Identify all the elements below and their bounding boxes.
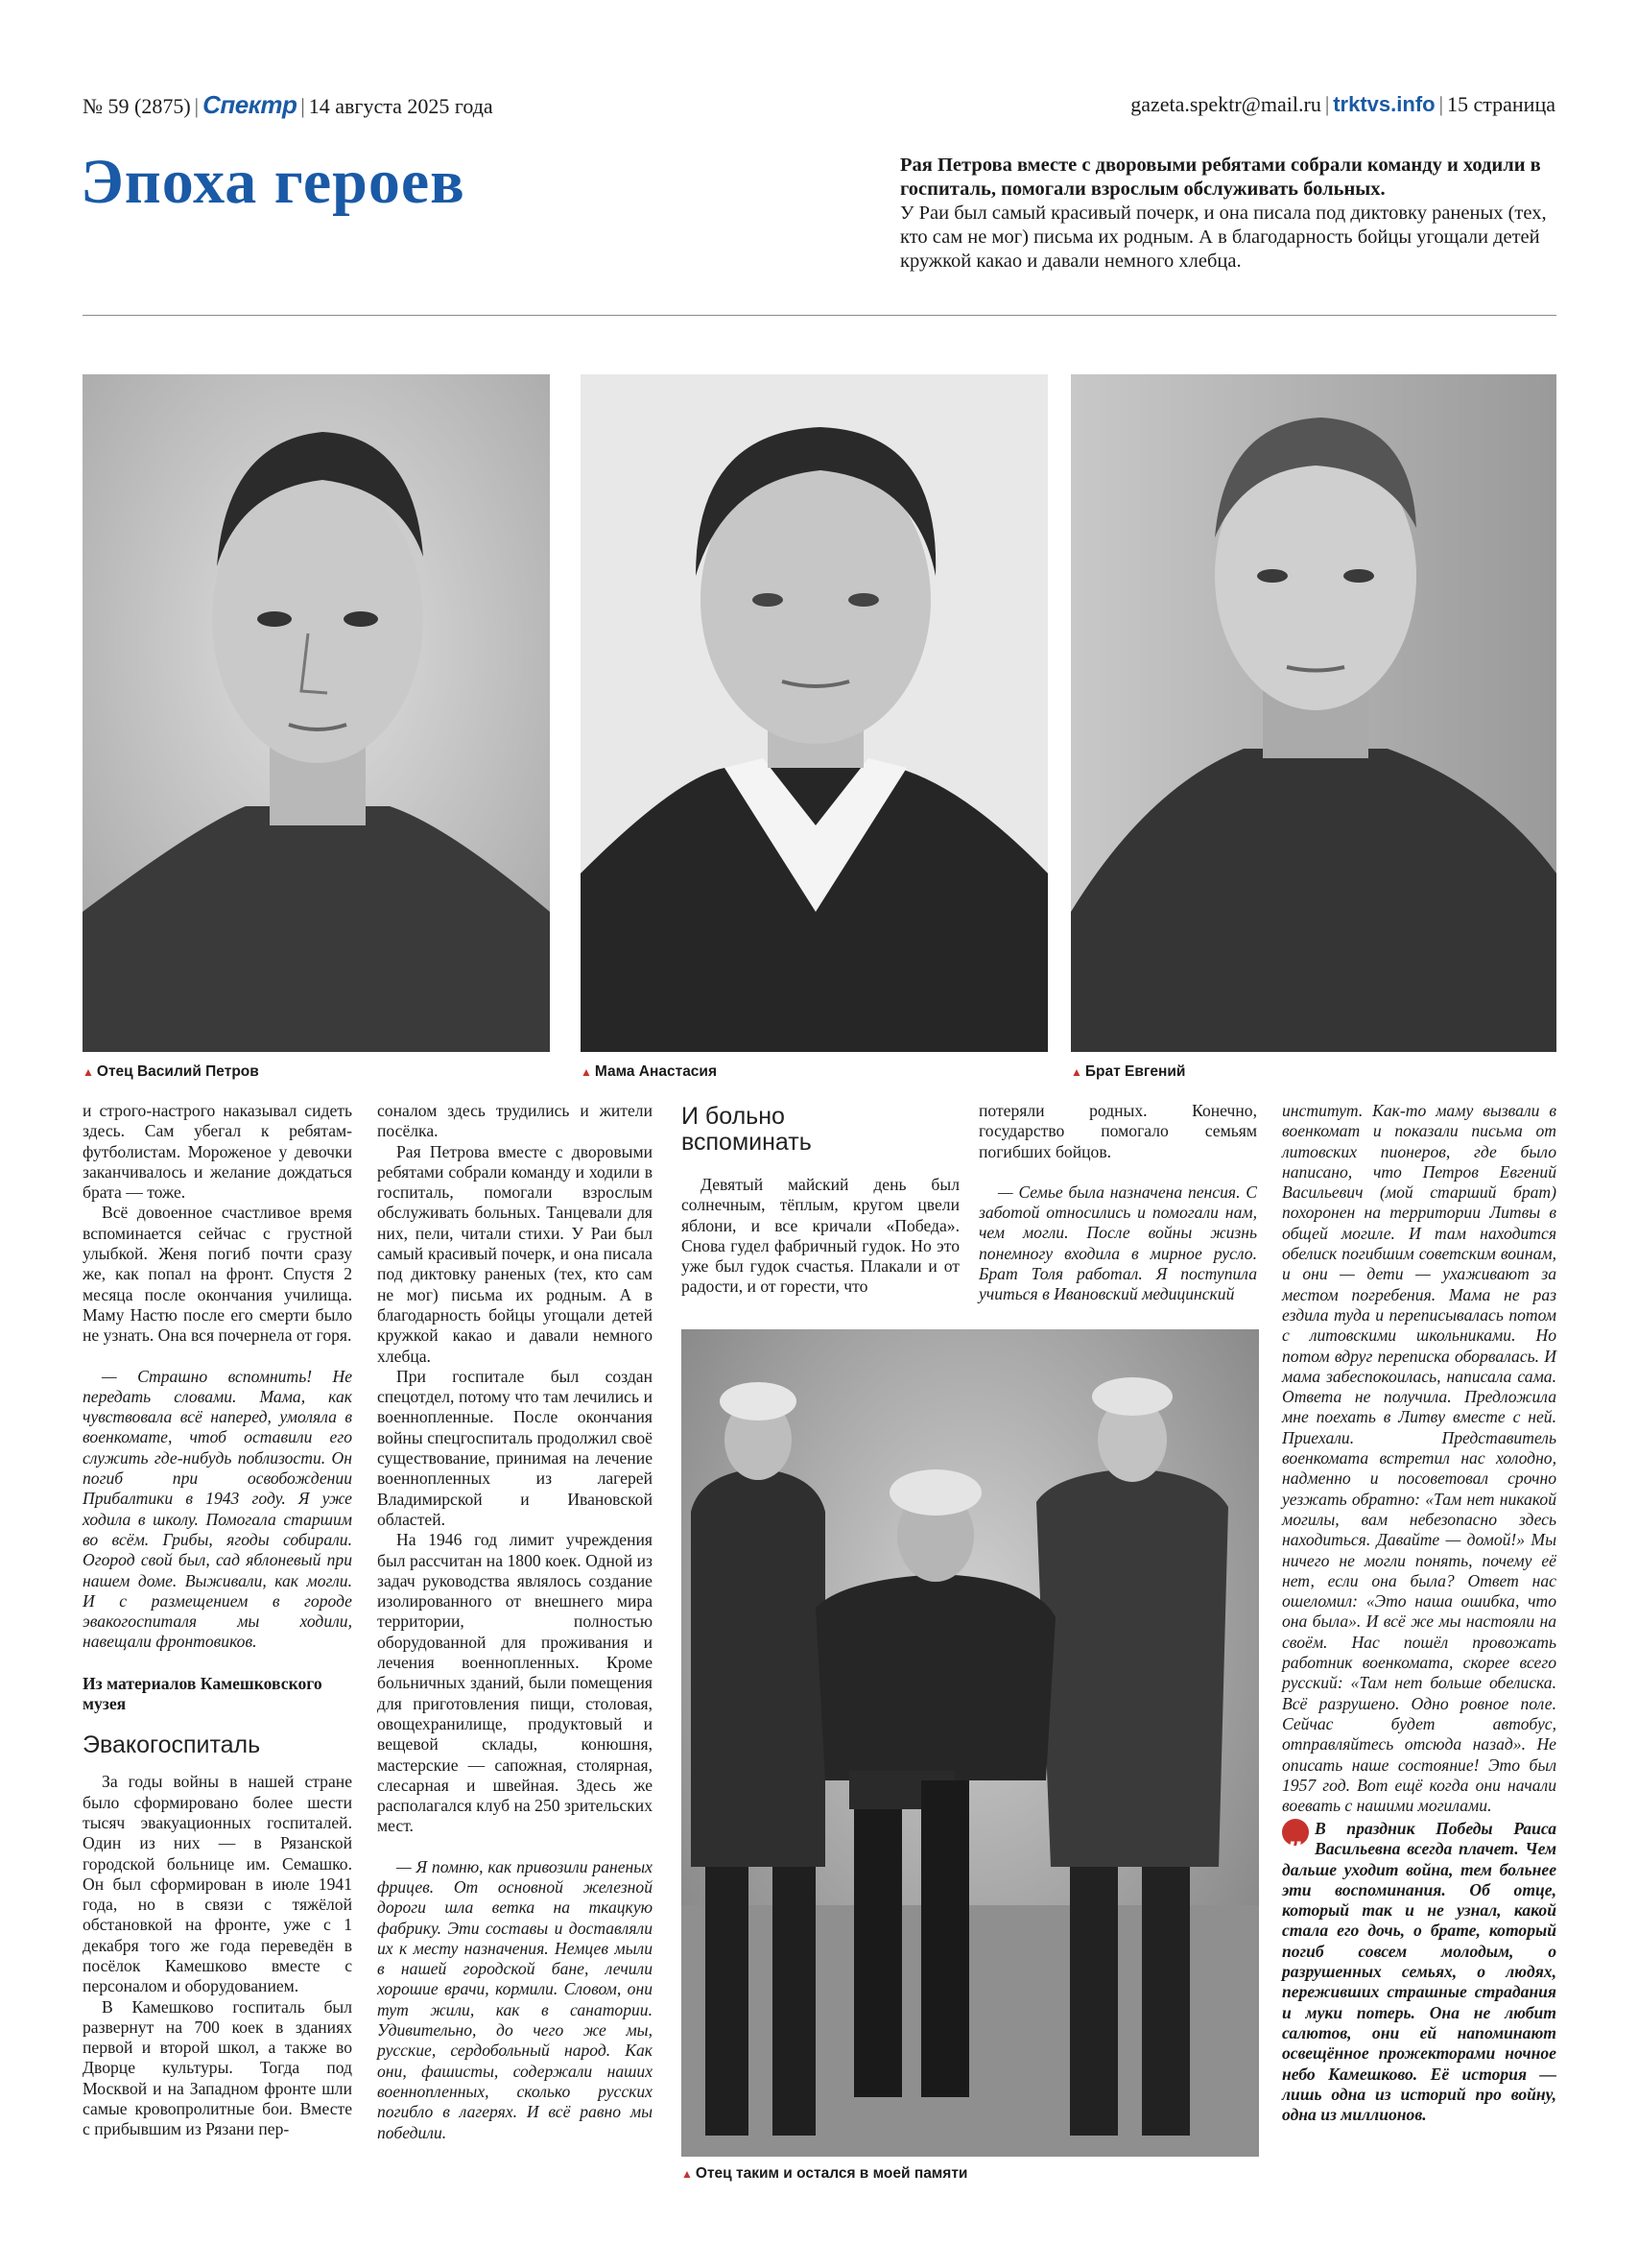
paragraph: В Камешково госпиталь был развернут на 700 коек в зданиях первой и второй школ, а также во Дворце культуры. Тогда под Москвой и на Западном фронте шли самые кровопролитные бои. Вместе с прибывшим из Рязани пер- [83,1996,352,2139]
paragraph: На 1946 год лимит учреждения был рассчитан на 1800 коек. Одной из задач руководства являлось создание изолированного от внешнего мира территории, полностью оборудованной для проживания и лечения военнопленных. Кроме больничных зданий, были помещения для приготовления пищи, столовая, овощехранилище, продуктовый и вещевой склады, конюшня, мастерские — сапожная, столярная, слесарная и швейная. Здесь же располагался клуб на 250 зрительских мест. [377,1530,653,1836]
triangle-icon: ▲ [681,2167,693,2181]
email-link[interactable]: gazeta.spektr@mail.ru [1130,92,1321,116]
pull-quote [1282,1819,1556,2125]
column-2 [377,1101,653,2143]
site-link[interactable]: trktvs.info [1333,92,1436,116]
father-caption: ▲ Отец Василий Петров [83,1063,259,1080]
quote-paragraph: — Семье была назначена пенсия. С заботой относились и помогали нам, чем могли. После войны жизнь понемногу входила в мирное русло. Брат Толя работал. Я поступила учиться в Ивановский медицинский [979,1182,1257,1304]
page-number: 15 страница [1447,92,1555,116]
lead-paragraph [900,154,1557,274]
quote-paragraph: — Я помню, как привозили раненых фрицев. От основной железной дороги шла ветка на ткацкую фабрику. Эти составы и доставляли их к месту назначения. Немцев мыли в нашей городской бане, лечили хорошие врачи, кормили. Словом, они тут жили, как в санатории. Удивительно, до чего же мы, русские, сердобольный народ. Как они, фашисты, содержали наших военнопленных, сколько русских погибло в лагерях. И всё равно мы победили. [377,1856,653,2142]
triangle-icon: ▲ [581,1065,592,1079]
group-photo [681,1329,1259,2157]
lead-text: У Раи был самый красивый почерк, и она писала под диктовку раненых (тех, кто сам не мог) письма их родным. А в благодарность бойцы угощали детей кружкой какао и давали немного хлебца. [900,203,1547,272]
source-note: Из материалов Камешковского музея [83,1673,322,1714]
group-caption: ▲ Отец таким и остался в моей памяти [681,2165,968,2182]
paragraph: Девятый майский день был солнечным, тёплым, кругом цвели яблони, и все кричали «Победа». Снова гудел фабричный гудок. Но это уже был гудок счастья. Плакали и от радости, и от горести, что [681,1175,960,1297]
mother-photo [581,374,1048,1052]
paragraph: Всё довоенное счастливое время вспоминается сейчас с грустной улыбкой. Женя погиб почти сразу же, как попал на фронт. Спустя 2 месяца после окончания училища. Маму Настю после его смерти было не узнать. Она вся почернела от горя. [83,1203,352,1346]
mother-caption: ▲ Мама Анастасия [581,1063,718,1080]
issue-date: 14 августа 2025 года [308,94,493,118]
newspaper-logo: Спектр [202,90,297,119]
paragraph: потеряли родных. Конечно, государство помогало семьям погибших бойцов. [979,1101,1257,1161]
paragraph: При госпитале был создан спецотдел, потому что там лечились и военнопленные. После окончания войны спецгоспиталь продолжил своё существование, принимая на лечение военнопленных из лагерей Владимирской и Ивановской областей. [377,1366,653,1529]
brother-caption: ▲ Брат Евгений [1071,1063,1186,1080]
masthead-right: gazeta.spektr@mail.ru | trktvs.info | 15 страница [1130,92,1555,116]
section-title: Эпоха героев [81,147,465,217]
paragraph: Рая Петрова вместе с дворовыми ребятами собрали команду и ходили в госпиталь, помогали взрослым обслуживать больных. Танцевали для них, пели, читали стихи. У Раи был самый красивый почерк, и она писала под диктовку раненых (тех, кто сам не мог) письма их родным. А в благодарность бойцы угощали детей кружкой какао и давали немного хлебца. [377,1141,653,1366]
triangle-icon: ▲ [83,1065,94,1079]
subhead-evacuation-hospital: Эвакогоспиталь [83,1731,261,1759]
father-photo [83,374,550,1052]
header-divider [83,315,1556,316]
triangle-icon: ▲ [1071,1065,1082,1079]
brother-photo [1071,374,1556,1052]
pull-quote-text: В праздник Победы Раиса Васильевна всегда плачет. Чем дальше уходит война, тем больнее эти воспоминания. Об отце, который так и не узнал, какой стала его дочь, о брате, который погиб совсем молодым, о разрушенных семьях, о людях, переживших страшные страдания и муки потерь. Она не любит салютов, они ей напоминают освещённое прожекторами ночное небо Камешково. Её история — лишь одна из историй про войну, одна из миллионов. [1282,1819,1556,2125]
column-1 [83,1101,352,2140]
paragraph: и строго-настрого наказывал сидеть здесь. Сам убегал к ребятам-футболистам. Мороженое у девочки заканчивалось и желание дождаться брата — тоже. [83,1101,352,1203]
subhead-painful-memory: И больно вспоминать [681,1103,812,1156]
lead-bold: Рая Петрова вместе с дворовыми ребятами собрали команду и ходили в госпиталь, помогали взрослым обслуживать больных. [900,155,1541,200]
column-3 [681,1104,960,1298]
masthead-left: № 59 (2875) | Спектр | 14 августа 2025 года [83,90,493,119]
column-5 [1282,1101,1556,1816]
issue-number: № 59 (2875) [83,94,191,118]
paragraph: За годы войны в нашей стране было сформировано более шести тысяч эвакуационных госпиталей. Один из них — в Рязанской городской больнице им. Семашко. Он был сформирован в июле 1941 года, но в связи с тяжёлой обстановкой на фронте, уже с 1 декабря того же года переведён в посёлок Камешково вместе с персоналом и оборудованием. [83,1772,352,1996]
quote-paragraph: институт. Как-то маму вызвали в военкомат и показали письма от литовских пионеров, где было написано, что Петров Евгений Васильевич (мой старший брат) похоронен на территории Литвы в общей могиле. И там находится обелиск погибшим советским воинам, и они — дети — ухаживают за местом погребения. Мама не раз ездила туда и переписывалась потом с литовскими школьниками. Но потом вдруг переписка оборвалась. И мама забеспокоилась, написала сама. Ответа не получила. Предложила мне поехать в Литву вместе с ней. Приехали. Представитель военкомата встретил нас холодно, надменно и посоветовал срочно уезжать обратно: «Там нет никакой могилы, вам небезопасно здесь находиться. Давайте — домой!» Мы ничего не могли понять, почему её нет, если она была? Ответ нас ошеломил: «Это наша ошибка, что она была». И всё же мы настояли на своём. Нас пошёл провожать работник военкомата, скорее всего русский: «Там нет больше обелиска. Всё разрушено. Одно ровное поле. Сейчас будет автобус, отправляйтесь отсюда назад». Не описать наше состояние! Это был 1957 год. Вот ещё когда они начали воевать с нашими могилами. [1282,1101,1556,1816]
quote-mark-icon: „ [1282,1819,1309,1846]
column-4 [979,1101,1257,1305]
quote-paragraph: — Страшно вспомнить! Не передать словами. Мама, как чувствовала всё наперед, умоляла в военкомате, чтоб оставили его служить где-нибудь поблизости. Он погиб при освобождении Прибалтики в 1943 году. Я уже ходила в школу. Помогала старшим во всём. Грибы, ягоды собирали. Огород свой был, сад яблоневый при нашем доме. Выживали, как могли. И с размещением в городе эвакогоспиталя мы ходили, навещали фронтовиков. [83,1366,352,1652]
paragraph: соналом здесь трудились и жители посёлка. [377,1101,653,1141]
